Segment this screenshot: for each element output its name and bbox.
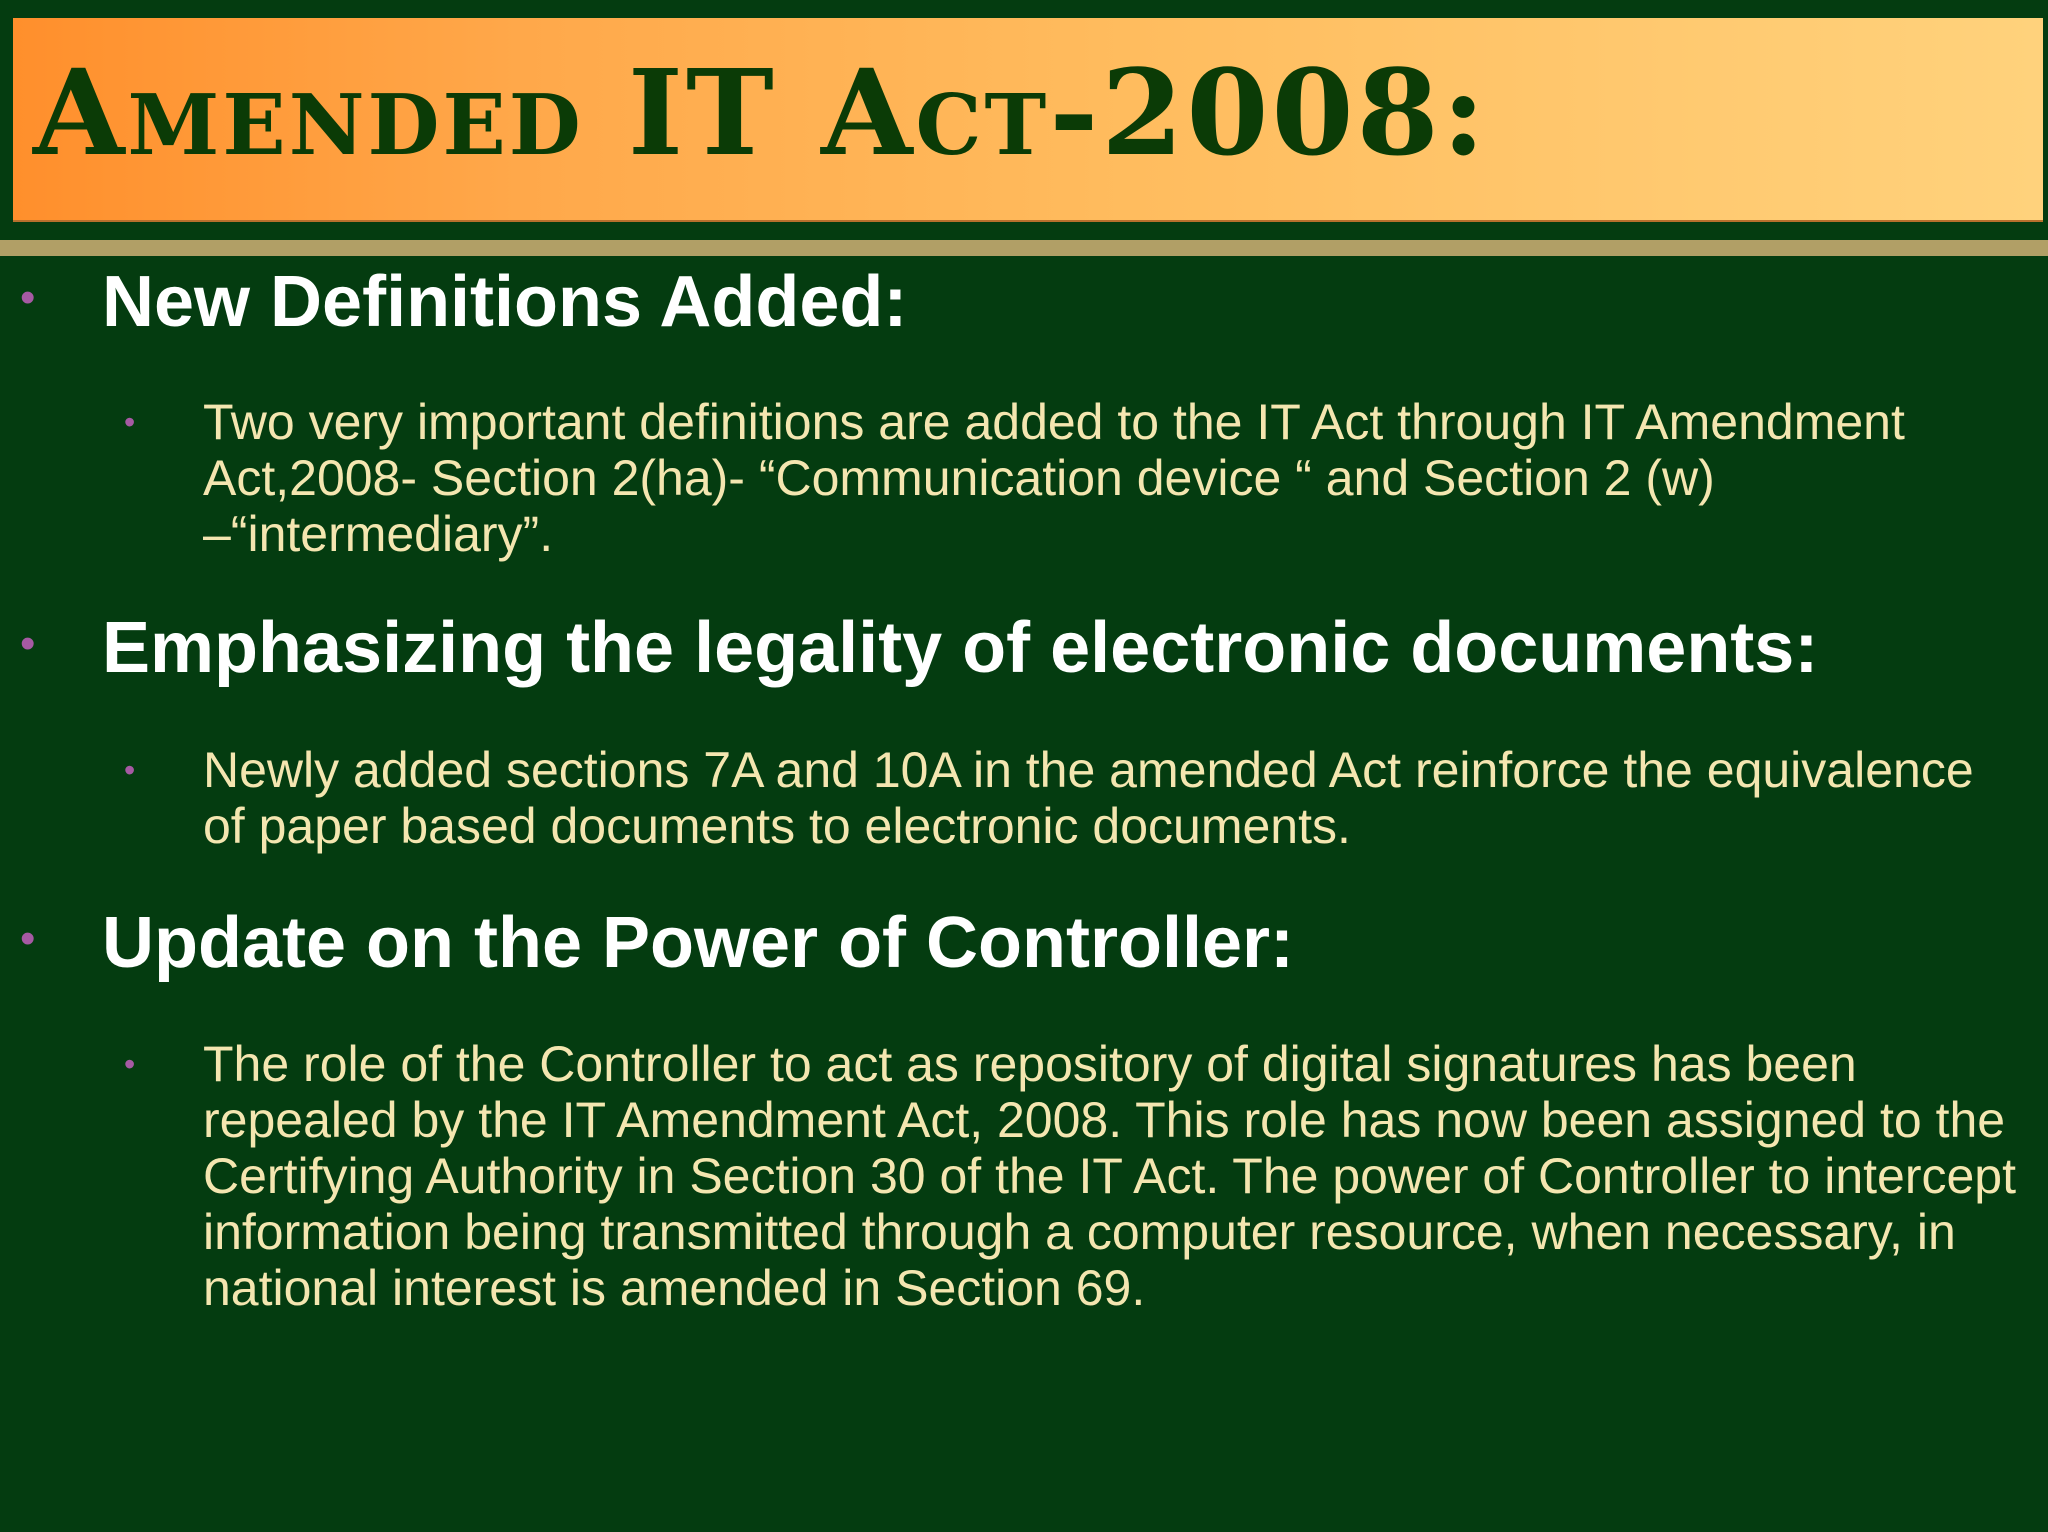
section-body: The role of the Controller to act as repository of digital signatures has been repealed by the IT Amendment Act, 2008. This role has now been assigned to the Certifying Authority in Section 30 of the IT Act. The power of Controller to intercept information being transmitted through a computer resource, when necessary, in national interest is amended in Section 69. — [203, 1036, 2016, 1316]
bullet-icon: • — [20, 273, 36, 322]
section-body: Two very important definitions are added to the IT Act through IT Amendment Act,2008- Section 2(ha)- “Communication device “ and Section 2 (w) –“intermediary”. — [203, 394, 1905, 562]
sub-bullet-icon: • — [124, 404, 136, 440]
sub-bullet-icon: • — [124, 752, 136, 788]
bullet-icon: • — [20, 914, 36, 963]
title-divider — [0, 240, 2048, 256]
title-bar — [13, 18, 2043, 222]
bullet-icon: • — [20, 619, 36, 668]
section-heading: Emphasizing the legality of electronic documents: — [102, 608, 1819, 688]
section-body: Newly added sections 7A and 10A in the amended Act reinforce the equivalence of paper based documents to electronic documents. — [203, 742, 1974, 854]
slide-title: Amended IT Act-2008: — [33, 43, 1489, 182]
section-heading: Update on the Power of Controller: — [102, 903, 1295, 983]
sub-bullet-icon: • — [124, 1046, 136, 1082]
section-heading: New Definitions Added: — [102, 262, 908, 342]
